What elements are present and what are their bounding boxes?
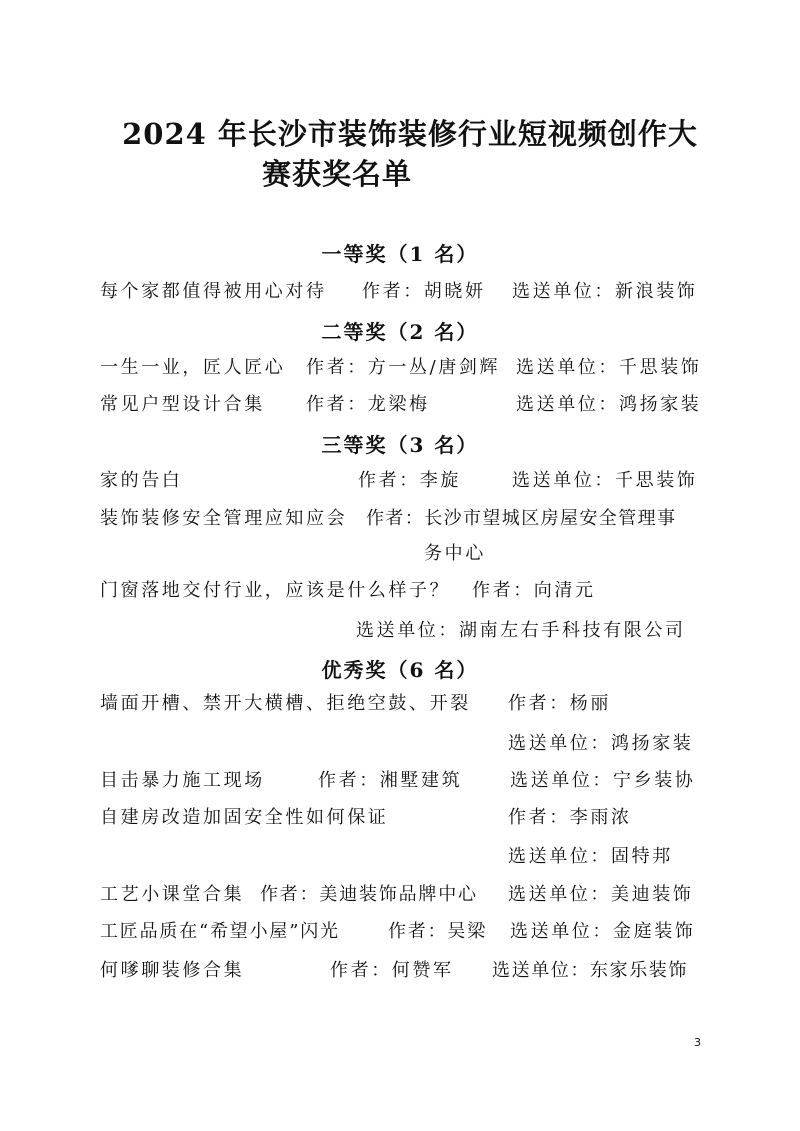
author: 作者：李雨浓 — [508, 807, 632, 828]
author: 作者：何赞军 — [330, 960, 454, 981]
section-heading: 一等奖（1 名） — [321, 242, 479, 266]
work-title: 每个家都值得被用心对待 — [100, 281, 327, 302]
submitting-unit: 选送单位：千思装饰 — [516, 357, 702, 378]
work-title: 装饰装修安全管理应知应会 — [100, 508, 348, 529]
submitting-unit: 选送单位：东家乐装饰 — [492, 960, 688, 981]
section-heading: 三等奖（3 名） — [321, 433, 479, 457]
author: 作者：向清元 — [472, 580, 596, 601]
work-title: 工艺小课堂合集 — [100, 884, 245, 905]
author: 作者：方一丛/唐剑辉 — [306, 357, 501, 378]
work-title: 一生一业，匠人匠心 — [100, 357, 286, 378]
submitting-unit: 选送单位：金庭装饰 — [510, 921, 696, 942]
author: 作者：湘墅建筑 — [318, 770, 463, 791]
author: 作者：龙梁梅 — [306, 394, 430, 415]
submitting-unit: 选送单位：鸿扬家装 — [516, 394, 702, 415]
submitting-unit: 选送单位：宁乡装协 — [510, 770, 696, 791]
submitting-unit: 选送单位：美迪装饰 — [508, 884, 694, 905]
work-title: 工匠品质在“希望小屋”闪光 — [100, 921, 340, 942]
author: 作者：杨丽 — [508, 693, 611, 714]
author: 作者：吴梁 — [388, 921, 487, 942]
work-title: 家的告白 — [100, 470, 183, 491]
work-title: 常见户型设计合集 — [100, 394, 265, 415]
submitting-unit: 选送单位：鸿扬家装 — [508, 733, 694, 754]
work-title: 自建房改造加固安全性如何保证 — [100, 807, 389, 828]
author: 作者：李旋 — [358, 470, 461, 491]
author: 作者：美迪装饰品牌中心 — [260, 884, 478, 905]
title-line-2: 赛获奖名单 — [262, 157, 413, 191]
author-continuation: 务中心 — [424, 543, 486, 564]
page-number: 3 — [694, 1036, 701, 1049]
submitting-unit: 选送单位：固特邦 — [508, 846, 673, 867]
work-title: 目击暴力施工现场 — [100, 770, 265, 791]
title-line-1: 2024 年长沙市装饰装修行业短视频创作大 — [122, 117, 698, 151]
submitting-unit: 选送单位：千思装饰 — [512, 470, 698, 491]
author: 作者：胡晓妍 — [362, 281, 486, 302]
author: 作者：长沙市望城区房屋安全管理事 — [366, 508, 677, 529]
submitting-unit: 选送单位：湖南左右手科技有限公司 — [356, 620, 686, 641]
work-title: 何嗲聊装修合集 — [100, 960, 245, 981]
submitting-unit: 选送单位：新浪装饰 — [512, 281, 698, 302]
section-heading: 优秀奖（6 名） — [321, 658, 479, 682]
work-title: 门窗落地交付行业，应该是什么样子？ — [100, 580, 451, 601]
section-heading: 二等奖（2 名） — [321, 320, 479, 344]
work-title: 墙面开槽、禁开大横槽、拒绝空鼓、开裂 — [100, 693, 471, 714]
